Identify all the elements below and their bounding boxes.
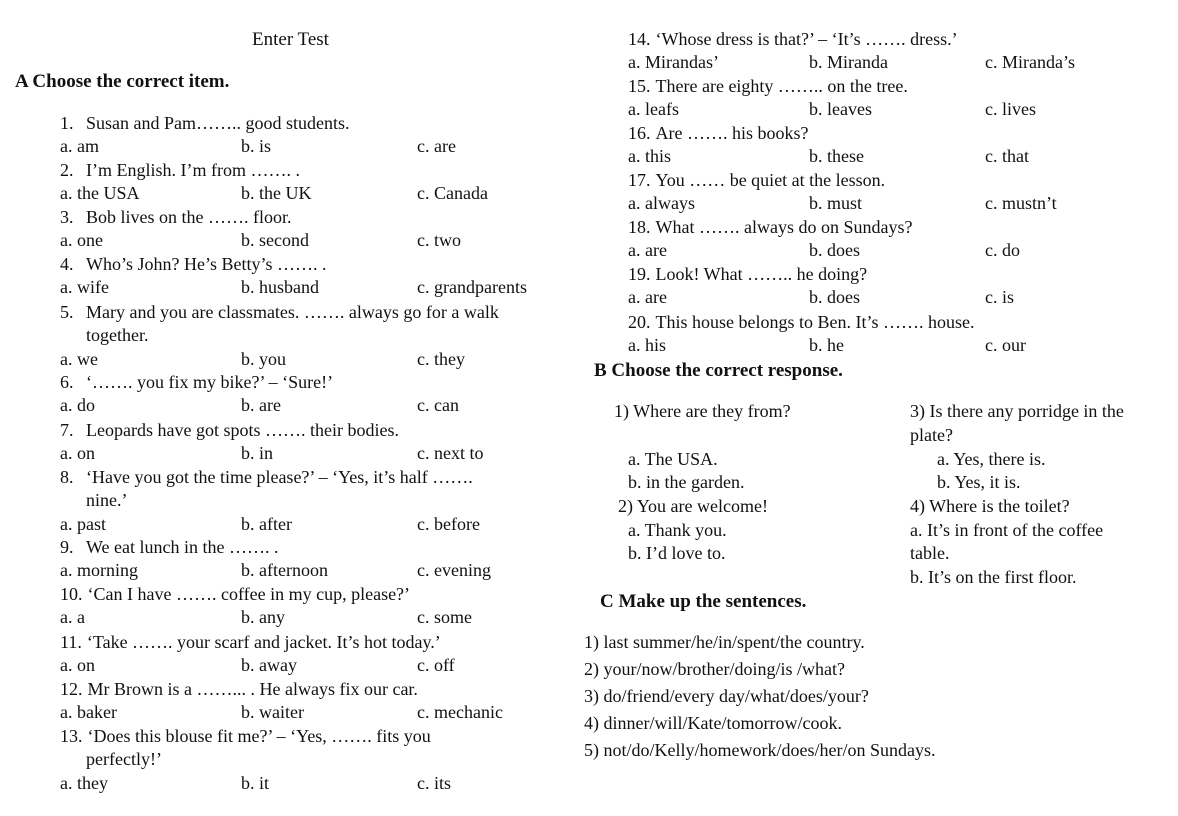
response-question-1: 1) Where are they from? xyxy=(614,401,791,421)
question-6 xyxy=(60,371,333,394)
section-c-heading: C Make up the sentences. xyxy=(600,591,807,612)
response-question-4: 4) Where is the toilet? xyxy=(910,496,1070,516)
option-a: a. leafs xyxy=(628,99,679,119)
option-c: c. do xyxy=(985,240,1020,260)
question-20 xyxy=(628,311,974,334)
question-number: 14. xyxy=(628,29,651,49)
option-b: b. are xyxy=(241,395,281,415)
question-text: ‘……. you fix my bike?’ – ‘Sure!’ xyxy=(86,372,334,392)
question-number: 2. xyxy=(60,160,74,180)
sentence-item: 1) last summer/he/in/spent/the country. xyxy=(584,632,865,652)
option-a: a. morning xyxy=(60,560,138,580)
question-14 xyxy=(628,28,958,51)
sentence-item: 5) not/do/Kelly/homework/does/her/on Sundays. xyxy=(584,740,936,760)
question-text: Look! What …….. he doing? xyxy=(655,264,868,284)
response-question-3-cont: plate? xyxy=(910,425,953,445)
question-text: ‘Does this blouse fit me?’ – ‘Yes, ……. fits you xyxy=(87,726,431,746)
option-c: c. Miranda’s xyxy=(985,52,1075,72)
question-text: Mary and you are classmates. ……. always go for a walk xyxy=(86,302,499,322)
response-1-option-b: b. in the garden. xyxy=(628,472,745,492)
option-b: b. you xyxy=(241,349,286,369)
option-b: b. second xyxy=(241,230,309,250)
question-text: Susan and Pam…….. good students. xyxy=(86,113,350,133)
question-10 xyxy=(60,583,410,606)
question-text: There are eighty …….. on the tree. xyxy=(655,76,908,96)
question-7 xyxy=(60,419,399,442)
option-b: b. away xyxy=(241,655,297,675)
question-text-cont: perfectly!’ xyxy=(86,749,162,769)
question-text-cont: together. xyxy=(86,325,149,345)
option-b: b. does xyxy=(809,287,860,307)
question-number: 10. xyxy=(60,584,83,604)
option-a: a. this xyxy=(628,146,671,166)
option-b: b. these xyxy=(809,146,864,166)
question-text: Bob lives on the ……. floor. xyxy=(86,207,292,227)
option-c: c. before xyxy=(417,514,480,534)
option-c: c. Canada xyxy=(417,183,488,203)
response-1-option-a: a. The USA. xyxy=(628,449,718,469)
option-a: a. a xyxy=(60,607,85,627)
question-19 xyxy=(628,263,867,286)
option-c: c. mustn’t xyxy=(985,193,1057,213)
question-18 xyxy=(628,216,912,239)
option-b: b. he xyxy=(809,335,844,355)
question-8 xyxy=(60,466,473,489)
option-b: b. husband xyxy=(241,277,319,297)
option-a: a. on xyxy=(60,443,95,463)
question-number: 3. xyxy=(60,207,74,227)
option-b: b. after xyxy=(241,514,292,534)
question-number: 16. xyxy=(628,123,651,143)
option-b: b. any xyxy=(241,607,285,627)
question-number: 19. xyxy=(628,264,651,284)
option-c: c. its xyxy=(417,773,451,793)
option-a: a. are xyxy=(628,240,667,260)
question-number: 7. xyxy=(60,420,74,440)
option-c: c. mechanic xyxy=(417,702,503,722)
question-text: ‘Whose dress is that?’ – ‘It’s ……. dress.’ xyxy=(655,29,958,49)
question-1 xyxy=(60,112,350,135)
option-b: b. does xyxy=(809,240,860,260)
question-3 xyxy=(60,206,292,229)
option-c: c. that xyxy=(985,146,1029,166)
response-4-option-a: a. It’s in front of the coffee xyxy=(910,520,1104,540)
option-b: b. in xyxy=(241,443,274,463)
question-number: 6. xyxy=(60,372,74,392)
question-15 xyxy=(628,75,908,98)
question-11 xyxy=(60,631,441,654)
response-3-option-a: a. Yes, there is. xyxy=(937,449,1046,469)
question-text: ‘Take ……. your scarf and jacket. It’s hot today.’ xyxy=(86,632,441,652)
option-c: c. evening xyxy=(417,560,491,580)
option-b: b. leaves xyxy=(809,99,872,119)
question-number: 13. xyxy=(60,726,83,746)
response-4-option-b: b. It’s on the first floor. xyxy=(910,567,1077,587)
option-b: b. afternoon xyxy=(241,560,328,580)
question-number: 4. xyxy=(60,254,74,274)
question-12 xyxy=(60,678,418,701)
option-a: a. they xyxy=(60,773,108,793)
question-number: 8. xyxy=(60,467,74,487)
option-c: c. grandparents xyxy=(417,277,527,297)
sentence-item: 3) do/friend/every day/what/does/your? xyxy=(584,686,869,706)
response-question-3: 3) Is there any porridge in the xyxy=(910,401,1124,421)
question-text: Mr Brown is a ……... . He always fix our car. xyxy=(87,679,418,699)
option-a: a. do xyxy=(60,395,95,415)
option-a: a. the USA xyxy=(60,183,140,203)
option-a: a. am xyxy=(60,136,99,156)
option-a: a. Mirandas’ xyxy=(628,52,719,72)
option-a: a. we xyxy=(60,349,98,369)
option-c: c. is xyxy=(985,287,1014,307)
sentence-item: 4) dinner/will/Kate/tomorrow/cook. xyxy=(584,713,842,733)
option-a: a. are xyxy=(628,287,667,307)
question-number: 9. xyxy=(60,537,74,557)
question-17 xyxy=(628,169,885,192)
question-number: 1. xyxy=(60,113,74,133)
page-title: Enter Test xyxy=(252,29,329,50)
question-text: This house belongs to Ben. It’s ……. house. xyxy=(655,312,975,332)
question-number: 15. xyxy=(628,76,651,96)
option-c: c. they xyxy=(417,349,465,369)
option-c: c. our xyxy=(985,335,1026,355)
question-9 xyxy=(60,536,279,559)
option-c: c. two xyxy=(417,230,461,250)
question-number: 5. xyxy=(60,302,74,322)
option-b: b. waiter xyxy=(241,702,304,722)
option-a: a. baker xyxy=(60,702,117,722)
question-number: 12. xyxy=(60,679,83,699)
option-b: b. the UK xyxy=(241,183,312,203)
question-text-cont: nine.’ xyxy=(86,490,128,510)
question-2 xyxy=(60,159,300,182)
option-a: a. his xyxy=(628,335,666,355)
option-a: a. always xyxy=(628,193,695,213)
option-c: c. off xyxy=(417,655,455,675)
option-a: a. on xyxy=(60,655,95,675)
question-5 xyxy=(60,301,499,324)
question-number: 20. xyxy=(628,312,651,332)
response-2-option-b: b. I’d love to. xyxy=(628,543,726,563)
section-a-heading: A Choose the correct item. xyxy=(15,71,230,92)
option-b: b. Miranda xyxy=(809,52,888,72)
response-4-option-a-cont: table. xyxy=(910,543,950,563)
question-16 xyxy=(628,122,808,145)
option-c: c. are xyxy=(417,136,456,156)
question-number: 17. xyxy=(628,170,651,190)
question-text: ‘Have you got the time please?’ – ‘Yes, it’s half ……. xyxy=(86,467,473,487)
question-text: I’m English. I’m from ……. . xyxy=(86,160,300,180)
sentence-item: 2) your/now/brother/doing/is /what? xyxy=(584,659,845,679)
response-3-option-b: b. Yes, it is. xyxy=(937,472,1021,492)
option-a: a. wife xyxy=(60,277,109,297)
question-13 xyxy=(60,725,431,748)
option-a: a. one xyxy=(60,230,103,250)
section-b-heading: B Choose the correct response. xyxy=(594,360,843,381)
option-b: b. it xyxy=(241,773,270,793)
question-number: 18. xyxy=(628,217,651,237)
option-c: c. some xyxy=(417,607,472,627)
question-text: Who’s John? He’s Betty’s ……. . xyxy=(86,254,327,274)
question-text: ‘Can I have ……. coffee in my cup, please?’ xyxy=(87,584,411,604)
option-c: c. next to xyxy=(417,443,484,463)
question-text: Are ……. his books? xyxy=(655,123,809,143)
question-text: We eat lunch in the ……. . xyxy=(86,537,279,557)
question-text: What ……. always do on Sundays? xyxy=(655,217,913,237)
option-b: b. is xyxy=(241,136,272,156)
option-c: c. can xyxy=(417,395,459,415)
question-number: 11. xyxy=(60,632,82,652)
question-text: You …… be quiet at the lesson. xyxy=(655,170,886,190)
question-4 xyxy=(60,253,327,276)
response-question-2: 2) You are welcome! xyxy=(618,496,768,516)
question-text: Leopards have got spots ……. their bodies. xyxy=(86,420,399,440)
option-c: c. lives xyxy=(985,99,1036,119)
response-2-option-a: a. Thank you. xyxy=(628,520,727,540)
option-a: a. past xyxy=(60,514,106,534)
option-b: b. must xyxy=(809,193,863,213)
